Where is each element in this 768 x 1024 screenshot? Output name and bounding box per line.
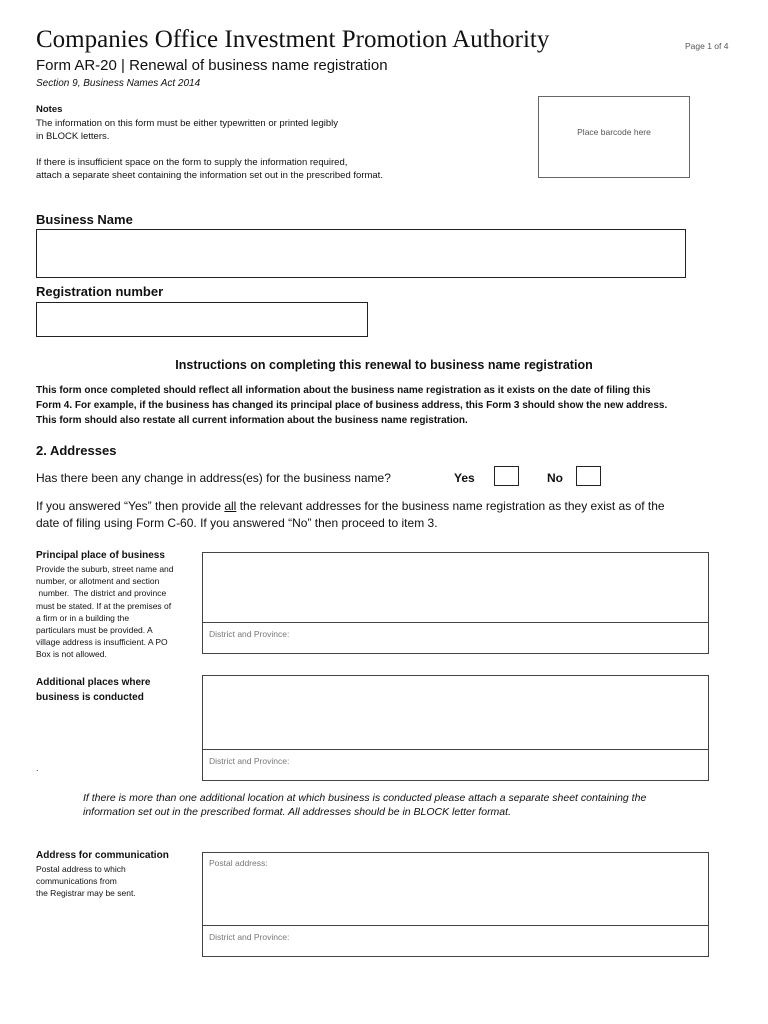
guidance-text-post: the relevant addresses for the business name registration as they exist as of the [236, 499, 665, 513]
business-name-label: Business Name [36, 212, 133, 227]
yes-label: Yes [454, 471, 475, 485]
address-guidance-line-2: date of filing using Form C-60. If you answered “No” then proceed to item 3. [36, 516, 438, 530]
notes-line-4: attach a separate sheet containing the information set out in the prescribed format. [36, 170, 383, 181]
no-label: No [547, 471, 563, 485]
additional-district-field[interactable] [202, 749, 709, 781]
instructions-line-1: This form once completed should reflect all information about the business name registration as it exists on the date of filing this [36, 385, 651, 396]
communication-desc-line: communications from [36, 876, 117, 887]
page-indicator: Page 1 of 4 [685, 41, 729, 51]
authority-title: Companies Office Investment Promotion Authority [36, 26, 550, 53]
additional-heading [36, 675, 150, 705]
principal-desc-line: must be stated. If at the premises of [36, 600, 172, 611]
section-reference: Section 9, Business Names Act 2014 [36, 78, 201, 89]
additional-district-label: District and Province: [209, 756, 290, 766]
yes-checkbox[interactable] [494, 466, 519, 486]
registration-number-field[interactable] [36, 302, 368, 337]
additional-heading-line: business is conducted [36, 692, 144, 703]
stray-dot: . [36, 763, 39, 773]
principal-district-field[interactable] [202, 622, 709, 654]
additional-note [83, 791, 646, 819]
communication-district-label: District and Province: [209, 932, 290, 942]
address-guidance-line-1 [36, 499, 665, 513]
additional-address-field[interactable] [202, 675, 709, 750]
instructions-heading: Instructions on completing this renewal to business name registration [175, 358, 593, 372]
principal-description [36, 563, 174, 661]
guidance-text-underlined: all [224, 499, 237, 513]
principal-desc-line: village address is insufficient. A PO [36, 637, 168, 648]
principal-desc-line: particulars must be provided. A [36, 625, 153, 636]
addresses-heading: 2. Addresses [36, 443, 117, 458]
principal-address-field[interactable] [202, 552, 709, 623]
principal-desc-line: Box is not allowed. [36, 649, 107, 660]
barcode-label: Place barcode here [577, 127, 651, 137]
postal-address-label: Postal address: [209, 858, 268, 868]
additional-note-line: If there is more than one additional location at which business is conducted please attach a separate sheet containing the [83, 792, 647, 804]
communication-heading: Address for communication [36, 850, 169, 861]
notes-line-1: The information on this form must be either typewritten or printed legibly [36, 118, 339, 129]
notes-line-3: If there is insufficient space on the form to supply the information required, [36, 157, 348, 168]
instructions-line-3: This form should also restate all current information about the business name registration. [36, 415, 468, 426]
principal-district-label: District and Province: [209, 629, 290, 639]
postal-address-field[interactable] [202, 852, 709, 926]
principal-desc-line: number, or allotment and section [36, 576, 160, 587]
form-title: Form AR-20 | Renewal of business name registration [36, 57, 388, 74]
guidance-text-pre: If you answered “Yes” then provide [36, 499, 225, 513]
instructions-line-2: Form 4. For example, if the business has changed its principal place of business address, this Form 3 should show the new address. [36, 400, 668, 411]
communication-description [36, 863, 136, 900]
communication-desc-line: Postal address to which [36, 864, 126, 874]
notes-heading: Notes [36, 104, 63, 115]
principal-heading: Principal place of business [36, 550, 165, 561]
principal-desc-line: a firm or in a building the [36, 612, 130, 623]
business-name-field[interactable] [36, 229, 686, 278]
barcode-box [538, 96, 690, 178]
no-checkbox[interactable] [576, 466, 601, 486]
address-change-question: Has there been any change in address(es) for the business name? [36, 471, 391, 485]
additional-heading-line: Additional places where [36, 677, 151, 688]
communication-district-field[interactable] [202, 925, 709, 957]
principal-desc-line: Provide the suburb, street name and [36, 564, 174, 574]
registration-number-label: Registration number [36, 284, 164, 299]
additional-note-line: information set out in the prescribed format. All addresses should be in BLOCK letter format. [83, 806, 511, 818]
communication-desc-line: the Registrar may be sent. [36, 888, 136, 899]
principal-desc-line: number. The district and province [36, 588, 167, 599]
notes-line-2: in BLOCK letters. [36, 131, 110, 142]
